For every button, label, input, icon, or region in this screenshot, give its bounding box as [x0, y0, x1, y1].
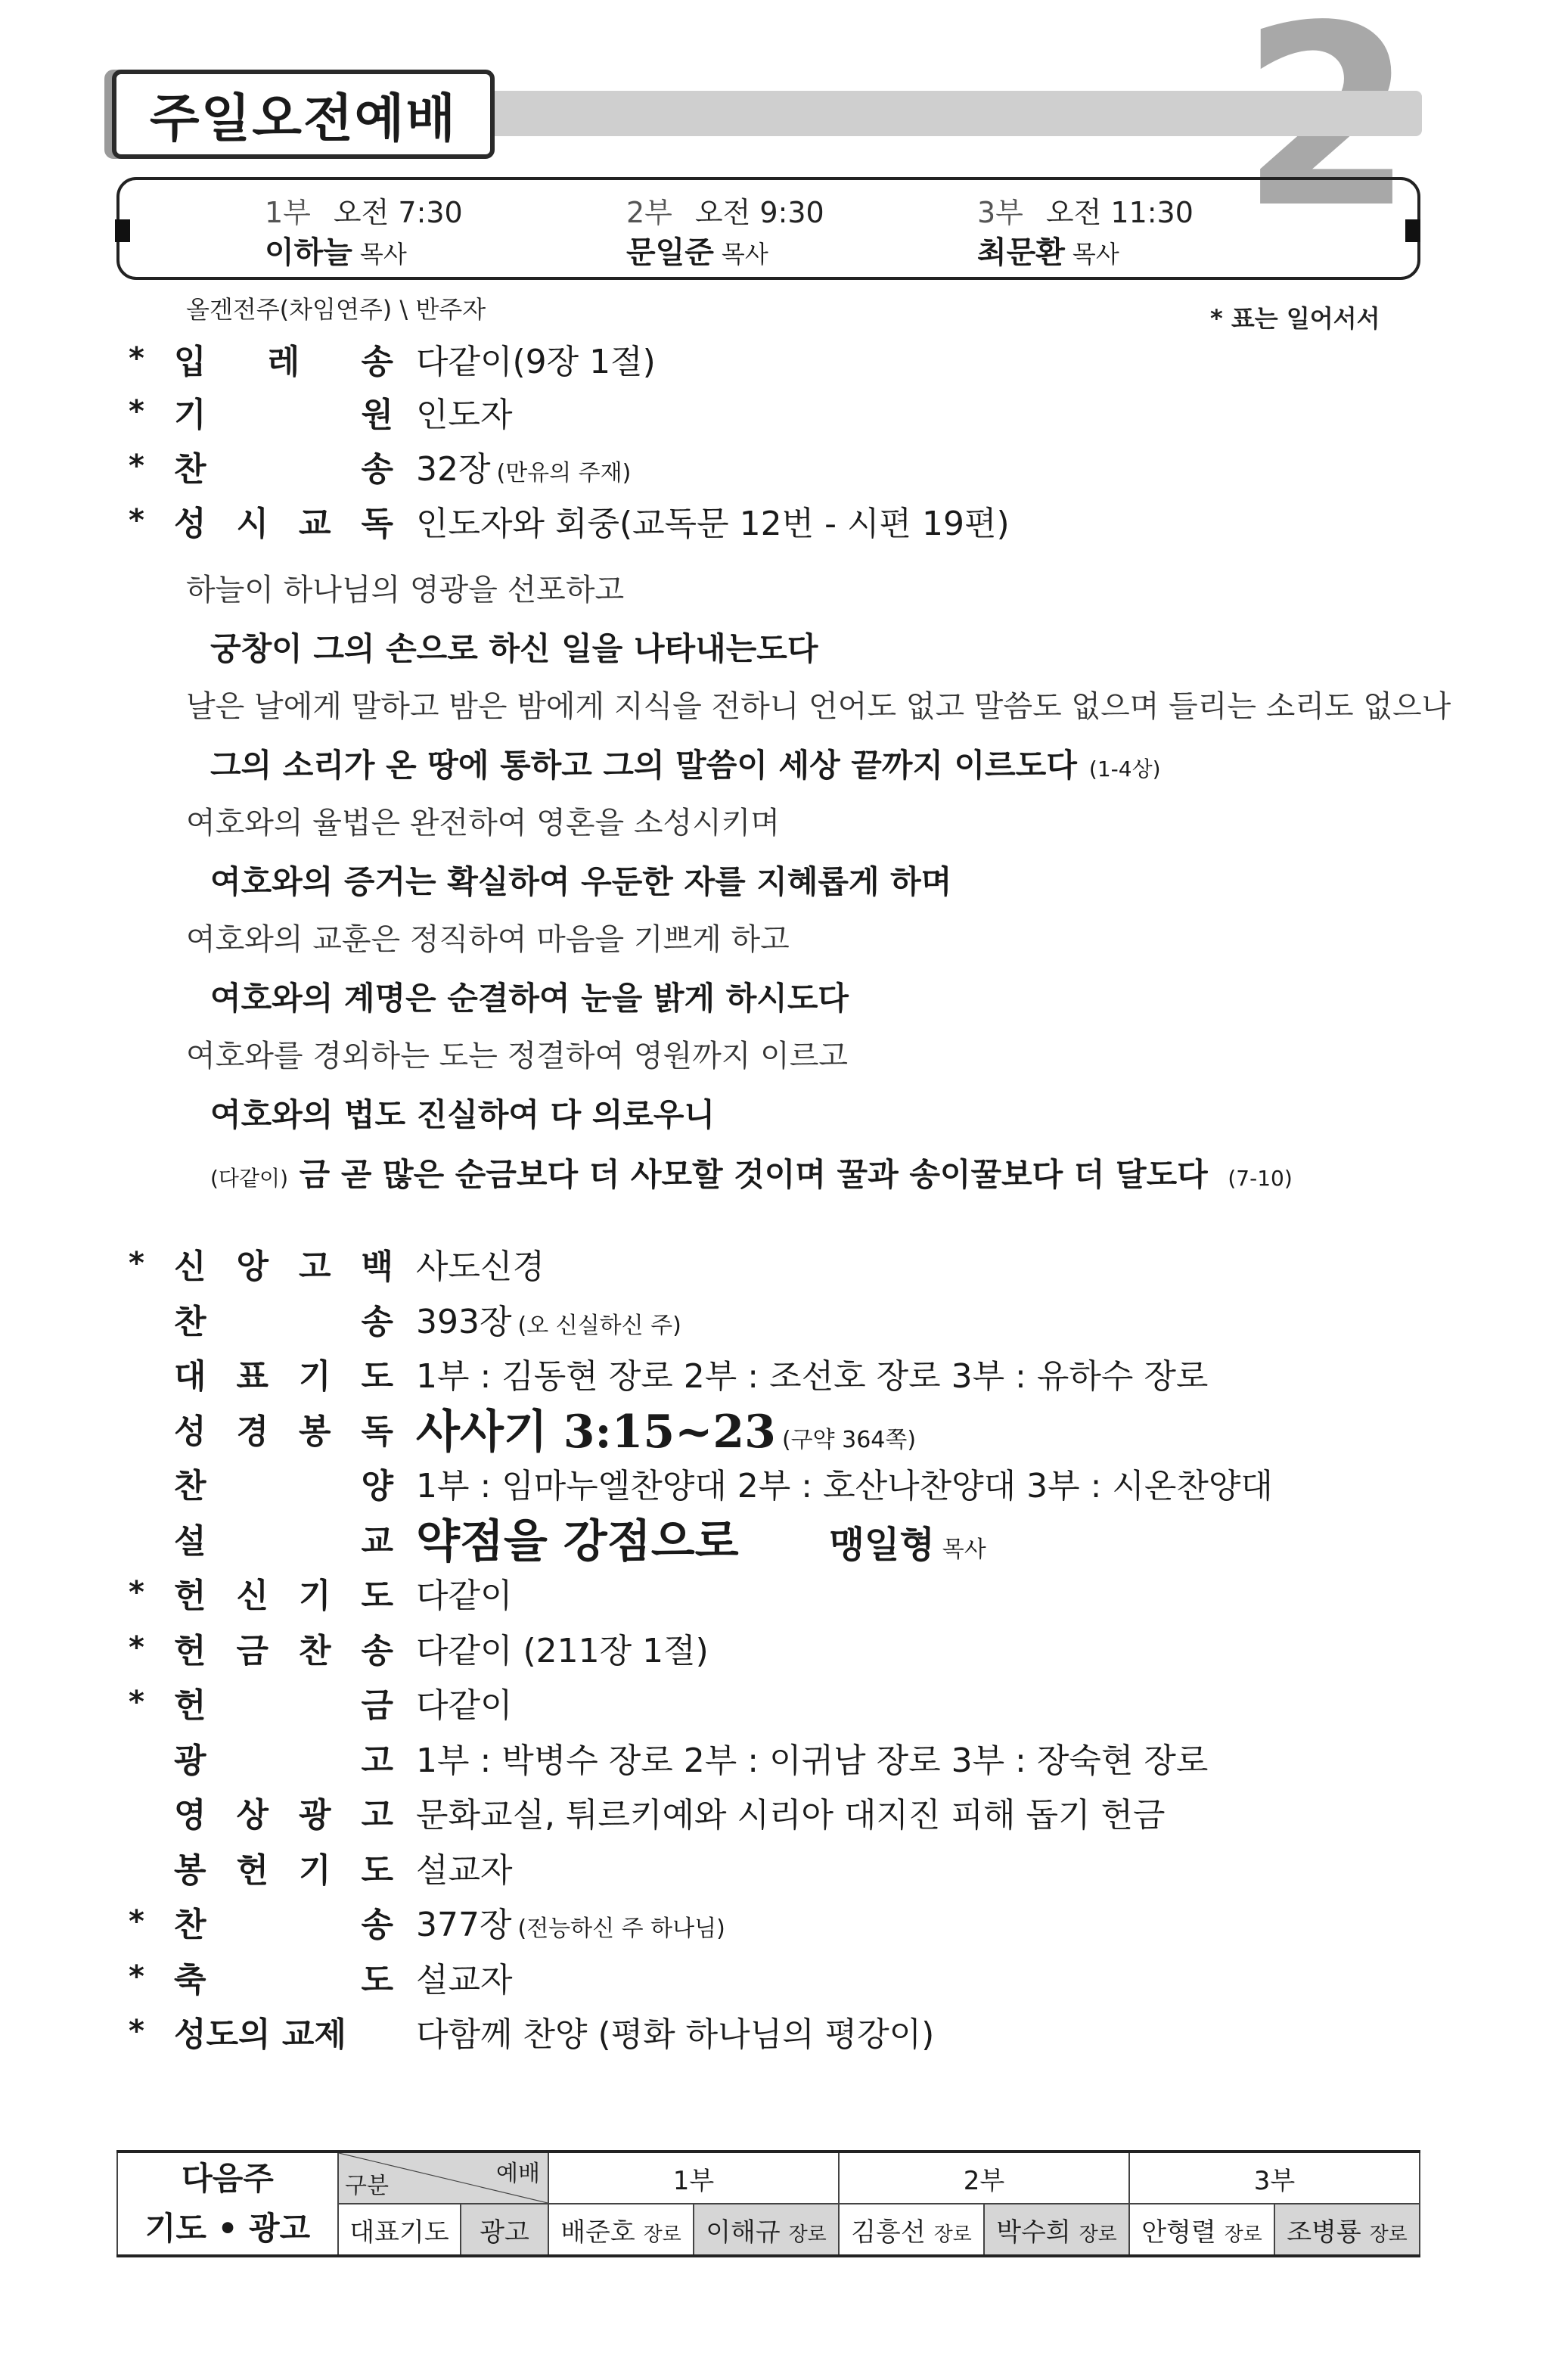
- order-label: 설 교: [174, 1521, 393, 1561]
- row-label-prayer: 대표기도: [338, 2204, 461, 2256]
- order-label: 성도의 교제: [174, 2015, 346, 2054]
- response-line: 그의 소리가 온 땅에 통하고 그의 말씀이 세상 끝까지 이르도다 (1-4상): [210, 747, 1161, 784]
- reading-line: 여호와의 교훈은 정직하여 마음을 기쁘게 하고: [186, 922, 790, 957]
- cell-name: 김흥선 장로: [839, 2204, 984, 2256]
- order-content: 393장 (오 신실하신 주): [416, 1302, 681, 1341]
- order-item: [129, 1515, 986, 1568]
- order-item: [129, 1679, 513, 1725]
- service-1-pastor: 이하늘 목사: [265, 235, 407, 270]
- order-item: [129, 1844, 513, 1890]
- order-label: 헌 신 기 도: [174, 1577, 393, 1615]
- order-content: 1부 : 임마누엘찬양대 2부 : 호산나찬양대 3부 : 시온찬양대: [416, 1467, 1273, 1505]
- service-1-time: 1부 오전 7:30: [265, 196, 463, 229]
- response-line: 여호와의 증거는 확실하여 우둔한 자를 지혜롭게 하며: [210, 863, 952, 900]
- order-label: 축 도: [174, 1960, 393, 1999]
- standing-mark: *: [129, 2014, 144, 2049]
- response-line: 여호와의 계명은 순결하여 눈을 밝게 하시도다: [210, 980, 849, 1017]
- order-content: 설교자: [416, 1960, 513, 1999]
- part-1-header: 1부: [548, 2152, 839, 2204]
- order-content: 다같이(9장 1절): [416, 343, 656, 381]
- order-item: [129, 443, 632, 489]
- order-label: 헌 금: [174, 1686, 393, 1725]
- order-content: 사사기 3:15~23 (구약 364쪽): [416, 1405, 917, 1459]
- page-title: 주일오전예배: [112, 70, 495, 159]
- standing-mark: *: [129, 1685, 144, 1720]
- order-item: [129, 1460, 1273, 1505]
- order-label: 찬 양: [174, 1467, 393, 1505]
- response-line: 궁창이 그의 손으로 하신 일을 나타내는도다: [210, 630, 818, 667]
- row-label-announce: 광고: [461, 2204, 548, 2256]
- order-content: 문화교실, 튀르키예와 시리아 대지진 피해 돕기 헌금: [416, 1796, 1166, 1835]
- order-content: 다같이: [416, 1577, 513, 1615]
- service-2-pastor: 문일준 목사: [626, 235, 768, 270]
- reading-line: 날은 날에게 말하고 밤은 밤에게 지식을 전하니 언어도 없고 말씀도 없으며 들리는 소리도 없으나: [186, 689, 1451, 724]
- order-label: 찬 송: [174, 450, 393, 489]
- order-content: 인도자와 회중(교독문 12번 - 시편 19편): [416, 505, 1010, 543]
- standing-mark: *: [129, 1904, 144, 1939]
- order-item: [129, 1296, 681, 1341]
- standing-mark: *: [129, 449, 144, 483]
- order-item: [129, 1735, 1209, 1780]
- order-content: 다함께 찬양 (평화 하나님의 평강이): [416, 2015, 935, 2054]
- order-item: [129, 2009, 935, 2054]
- standing-mark: *: [129, 1630, 144, 1665]
- response-line: 여호와의 법도 진실하여 다 의로우니: [210, 1096, 716, 1133]
- order-label: 기 원: [174, 396, 393, 434]
- order-content: 다같이: [416, 1686, 513, 1725]
- standing-mark: *: [129, 1246, 144, 1281]
- order-content: 다같이 (211장 1절): [416, 1631, 709, 1670]
- reading-line: 하늘이 하나님의 영광을 선포하고: [186, 573, 625, 607]
- reading-line: 여호와의 율법은 완전하여 영혼을 소성시키며: [186, 806, 781, 840]
- order-content: 설교자: [416, 1850, 513, 1890]
- standing-mark: *: [129, 1959, 144, 1994]
- cell-name: 박수희 장로: [984, 2204, 1129, 2256]
- order-content: 1부 : 박병수 장로 2부 : 이귀남 장로 3부 : 장숙현 장로: [416, 1741, 1209, 1780]
- cell-name: 안형렬 장로: [1129, 2204, 1274, 2256]
- next-week-table: [116, 2150, 1420, 2257]
- order-item: [129, 1350, 1209, 1396]
- cell-name: 배준호 장로: [548, 2204, 694, 2256]
- box-notch-right: [1405, 219, 1420, 242]
- order-label: 영 상 광 고: [174, 1796, 393, 1835]
- order-item: [129, 1899, 725, 1944]
- order-label: 헌 금 찬 송: [174, 1631, 393, 1670]
- next-week-heading: 다음주 기도 • 광고: [117, 2152, 338, 2256]
- part-3-header: 3부: [1129, 2152, 1420, 2204]
- box-notch-left: [115, 219, 130, 242]
- order-label: 성 시 교 독: [174, 505, 393, 543]
- standing-mark: *: [129, 394, 144, 429]
- reading-line: 여호와를 경외하는 도는 정결하여 영원까지 이르고: [186, 1039, 849, 1073]
- order-content: 32장 (만유의 주재): [416, 450, 632, 489]
- service-3-pastor: 최문환 목사: [977, 235, 1119, 270]
- order-item: [129, 1405, 917, 1459]
- final-response-line: (다같이) 금 곧 많은 순금보다 더 사모할 것이며 꿀과 송이꿀보다 더 달도다 (7-10): [210, 1156, 1293, 1193]
- order-label: 대 표 기 도: [174, 1357, 393, 1396]
- standing-mark: *: [129, 341, 144, 376]
- order-item: [129, 1570, 513, 1615]
- standing-mark: *: [129, 1575, 144, 1610]
- order-label: 찬 송: [174, 1302, 393, 1341]
- order-item: [129, 1625, 709, 1670]
- order-label: 봉 헌 기 도: [174, 1850, 393, 1890]
- cell-name: 조병룡 장로: [1274, 2204, 1420, 2256]
- order-item: [129, 1789, 1166, 1835]
- cell-name: 이해규 장로: [694, 2204, 839, 2256]
- standing-mark: *: [129, 503, 144, 538]
- order-content: 377장 (전능하신 주 하나님): [416, 1906, 725, 1944]
- order-label: 찬 송: [174, 1906, 393, 1944]
- order-content: 인도자: [416, 396, 513, 434]
- order-item: [129, 389, 513, 434]
- part-2-header: 2부: [839, 2152, 1129, 2204]
- order-item: [129, 336, 656, 381]
- order-content: 약점을 강점으로 맹일형 목사: [416, 1515, 986, 1568]
- order-item: [129, 1954, 513, 1999]
- standing-note: * 표는 일어서서: [1210, 304, 1380, 333]
- service-3-time: 3부 오전 11:30: [977, 196, 1194, 229]
- order-label: 광 고: [174, 1741, 393, 1780]
- order-label: 입 레 송: [174, 343, 393, 381]
- order-item: [129, 1241, 545, 1286]
- order-label: 신 앙 고 백: [174, 1247, 393, 1286]
- division-header: 구분 예배: [338, 2152, 548, 2204]
- order-content: 1부 : 김동현 장로 2부 : 조선호 장로 3부 : 유하수 장로: [416, 1357, 1209, 1396]
- order-label: 성 경 봉 독: [174, 1412, 393, 1451]
- prelude-note: 올겐전주(차임연주) \ 반주자: [186, 295, 486, 324]
- service-2-time: 2부 오전 9:30: [626, 196, 824, 229]
- order-content: 사도신경: [416, 1247, 545, 1286]
- order-item: [129, 498, 1010, 543]
